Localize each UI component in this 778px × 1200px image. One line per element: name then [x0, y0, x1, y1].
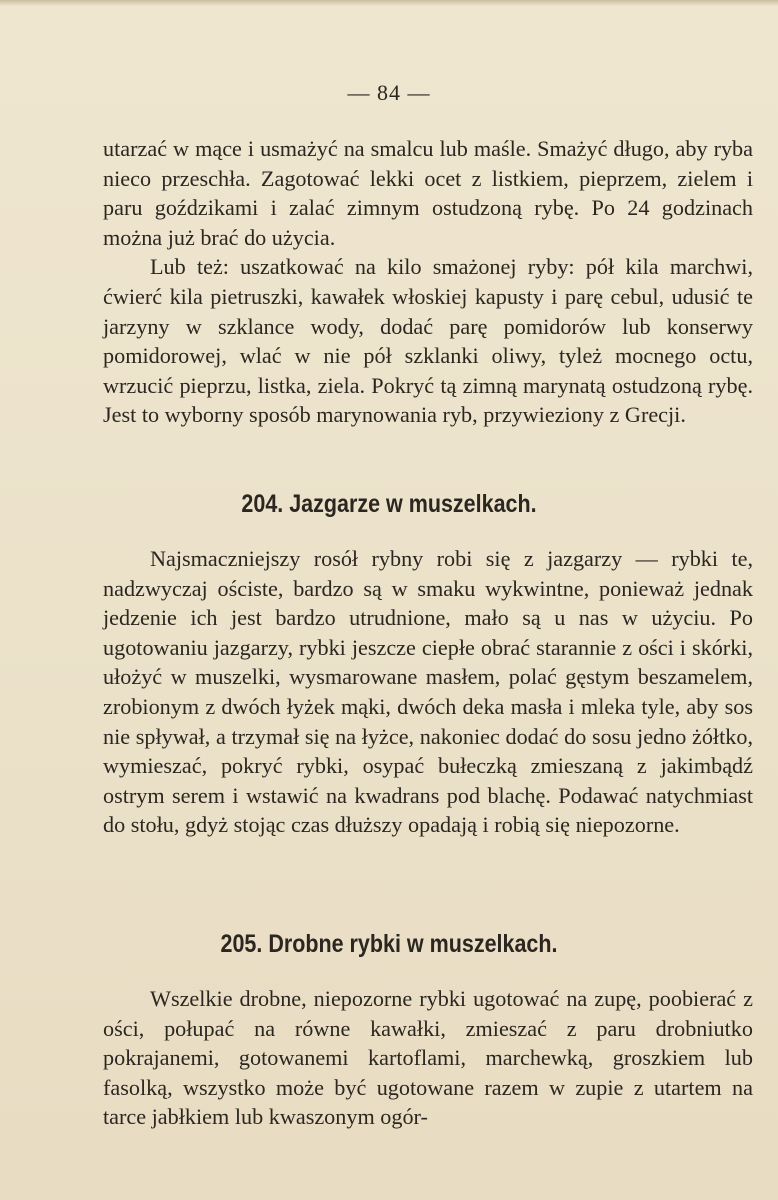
paragraph-continued-2: Lub też: uszatkować na kilo smażonej ryby: pół kila marchwi, ćwierć kila pietruszki, kawałek włoskiej kapusty i parę cebul, udusić te jarzyny w szklance wody, dodać parę pomidorów lub konserwy pomidorowej, wlać w nie pół szklanki oliwy, tyleż mocnego octu, wrzucić pieprzu, listka, ziela. Pokryć tą zimną marynatą ostudzoną rybę. Jest to wyborny sposób marynowania ryb, przywieziony z Grecji.	[103, 254, 753, 428]
recipe-204-body	[103, 544, 753, 840]
paragraph-continued-1: utarzać w mące i usmażyć na smalcu lub maśle. Smażyć długo, aby ryba nieco przeschła. Zagotować lekki ocet z listkiem, pieprzem, zielem i paru goździkami i zalać zimnym ostudzoną rybę. Po 24 godzinach można już brać do użycia.	[103, 136, 753, 250]
recipe-204-heading: 204. Jazgarze w muszelkach.	[241, 490, 537, 518]
recipe-205-paragraph: Wszelkie drobne, niepozorne rybki ugotować na zupę, poobierać z ości, połupać na równe kawałki, zmieszać z paru drobniutko pokrajanemi, gotowanemi kartoflami, marchewką, groszkiem lub fasolką, wszystko może być ugotowane razem w zupie z utartem na tarce jabłkiem lub kwaszonym ogór-	[103, 986, 753, 1130]
page-top-edge	[0, 0, 778, 6]
recipe-205-heading: 205. Drobne rybki w muszelkach.	[220, 930, 558, 958]
continued-section	[103, 134, 753, 430]
recipe-205-body	[103, 984, 753, 1132]
page-number: — 84 —	[347, 80, 431, 105]
recipe-204-paragraph: Najsmaczniejszy rosół rybny robi się z jazgarzy — rybki te, nadzwyczaj ościste, bardzo są w smaku wykwintne, ponieważ jednak jedzenie ich jest bardzo utrudnione, mało są u nas w użyciu. Po ugotowaniu jazgarzy, rybki jeszcze ciepłe obrać starannie z ości i skórki, ułożyć w muszelki, wysmarowane masłem, polać gęstym beszamelem, zrobionym z dwóch łyżek mąki, dwóch deka masła i mleka tyle, aby sos nie spływał, a trzymał się na łyżce, nakoniec dodać do sosu jedno żółtko, wymieszać, pokryć rybki, osypać bułeczką zmieszaną z jakimbądź ostrym serem i wstawić na kwadrans pod blachę. Podawać natychmiast do stołu, gdyż stojąc czas dłuższy opadają i robią się niepozorne.	[103, 546, 753, 838]
